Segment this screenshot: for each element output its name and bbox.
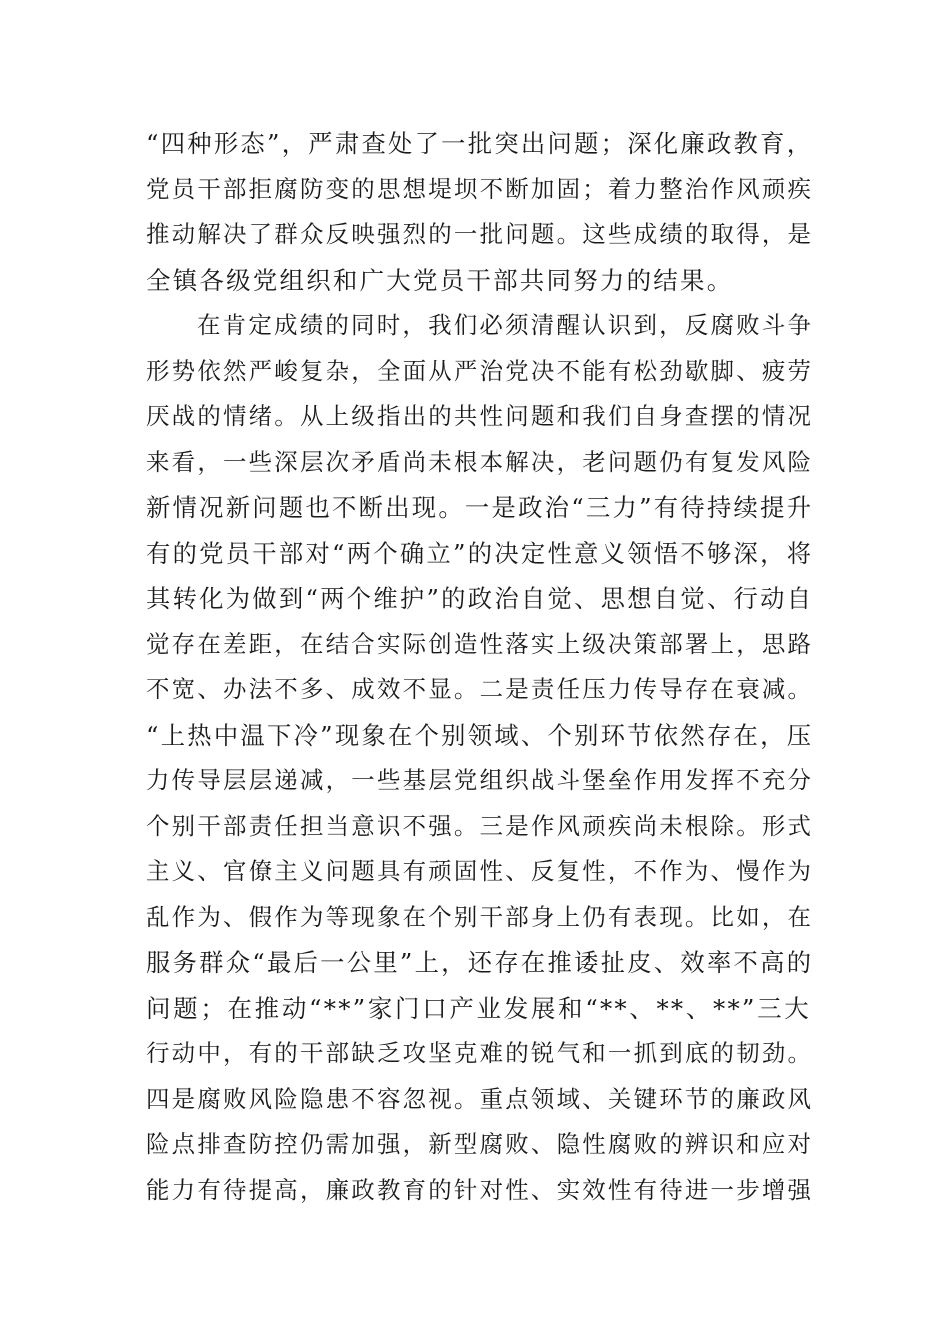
text-line: 其转化为做到“两个维护”的政治自觉、思想自觉、行动自 — [146, 584, 811, 613]
text-line: 能力有待提高，廉政教育的针对性、实效性有待进一步增强 — [146, 1175, 811, 1204]
text-line: 全镇各级党组织和广大党员干部共同努力的结果。 — [146, 265, 734, 295]
text-line: 服务群众“最后一公里”上，还存在推诿扯皮、效率不高的 — [146, 948, 811, 977]
paragraph-first-line: 在肯定成绩的同时，我们必须清醒认识到，反腐败斗争 — [197, 311, 811, 339]
text-line: 不宽、办法不多、成效不显。二是责任压力传导存在衰减。 — [146, 675, 811, 703]
text-line: 推动解决了群众反映强烈的一批问题。这些成绩的取得，是 — [146, 220, 811, 248]
text-line: “四种形态”，严肃查处了一批突出问题；深化廉政教育， — [146, 129, 811, 158]
text-line: 新情况新问题也不断出现。一是政治“三力”有待持续提升 — [146, 493, 811, 522]
text-line: 主义、官僚主义问题具有顽固性、反复性，不作为、慢作为 — [146, 857, 811, 885]
text-line: 有的党员干部对“两个确立”的决定性意义领悟不够深，将 — [146, 538, 811, 568]
text-line: 险点排查防控仍需加强，新型腐败、隐性腐败的辨识和应对 — [146, 1130, 811, 1158]
text-line: 行动中，有的干部缺乏攻坚克难的锐气和一抓到底的韧劲。 — [146, 1039, 811, 1067]
text-line: 来看，一些深层次矛盾尚未根本解决，老问题仍有复发风险 — [146, 447, 811, 476]
body-text — [146, 121, 811, 1213]
text-line: 力传导层层递减，一些基层党组织战斗堡垒作用发挥不充分 — [146, 766, 811, 794]
text-line: 个别干部责任担当意识不强。三是作风顽疾尚未根除。形式 — [146, 811, 811, 840]
text-line: “上热中温下冷”现象在个别领域、个别环节依然存在，压 — [146, 720, 811, 750]
text-line: 觉存在差距，在结合实际创造性落实上级决策部署上，思路 — [146, 629, 811, 658]
text-line: 党员干部拒腐防变的思想堤坝不断加固；着力整治作风顽疾 — [146, 174, 811, 203]
text-line: 形势依然严峻复杂，全面从严治党决不能有松劲歇脚、疲劳 — [146, 356, 811, 385]
text-line: 四是腐败风险隐患不容忽视。重点领域、关键环节的廉政风 — [146, 1084, 811, 1113]
text-line: 问题；在推动“**”家门口产业发展和“**、**、**”三大 — [146, 993, 811, 1023]
text-line: 乱作为、假作为等现象在个别干部身上仍有表现。比如，在 — [146, 902, 811, 931]
text-line: 厌战的情绪。从上级指出的共性问题和我们自身查摆的情况 — [146, 402, 811, 430]
